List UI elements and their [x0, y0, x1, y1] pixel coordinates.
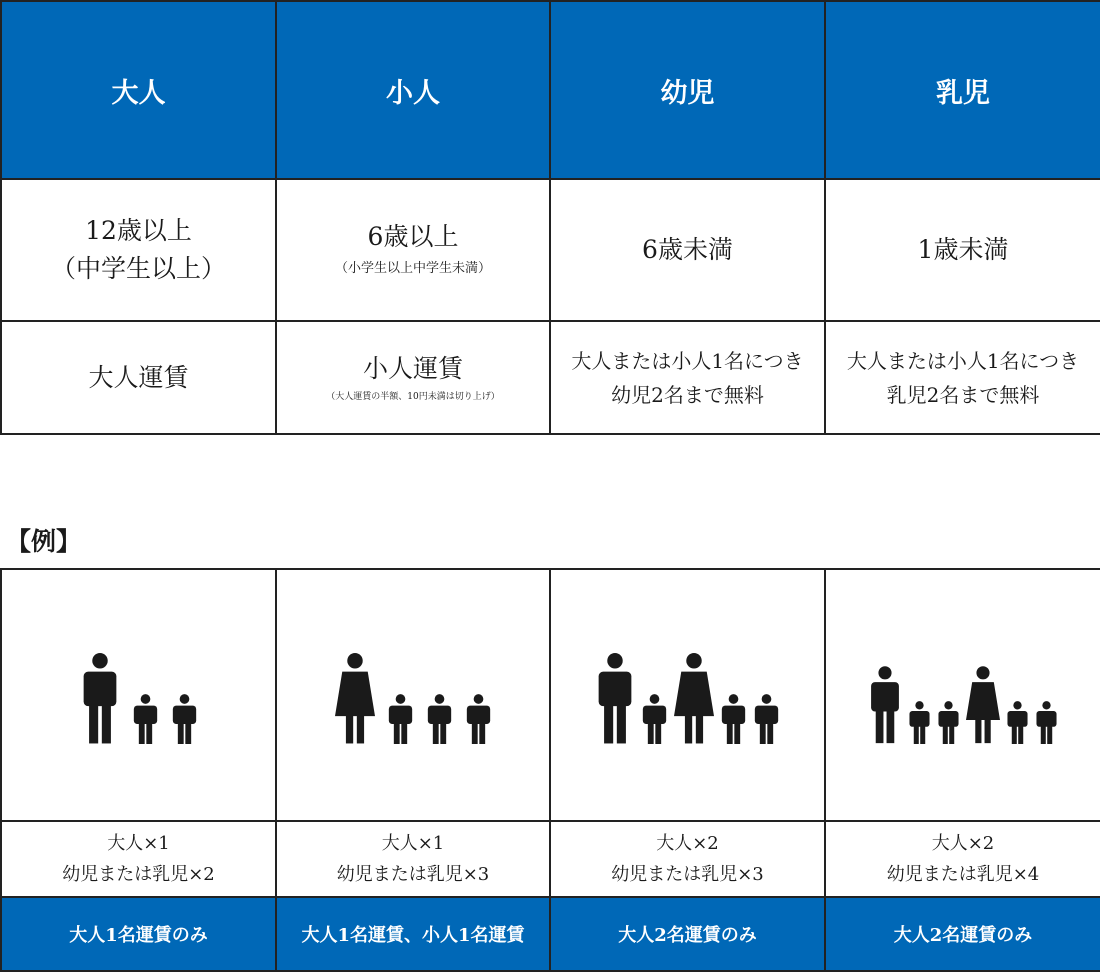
child-icon [387, 694, 414, 744]
example-counts-row [1, 821, 1100, 897]
fare-table [0, 0, 1100, 435]
example-result-row [1, 897, 1100, 971]
case-2-result: 大人1名運賃、小人1名運賃 [276, 897, 550, 971]
example-heading: 【例】 [6, 527, 82, 556]
fare-cell-child [276, 321, 550, 434]
header-adult: 大人 [1, 1, 276, 179]
fare-child: 小人運賃 [362, 353, 463, 383]
age-cell-infant [825, 179, 1100, 321]
case-1-adult-count: 大人×1 [107, 833, 170, 854]
case-1-child-count: 幼児または乳児×2 [62, 864, 215, 885]
age-adult: 12歳以上 [85, 216, 192, 245]
example-case-4-figures [825, 569, 1100, 821]
fare-infant-line1: 大人または小人1名につき [846, 348, 1080, 373]
child-icon [641, 694, 668, 744]
case-3-adult-count: 大人×2 [656, 833, 719, 854]
case-1-result: 大人1名運賃のみ [1, 897, 276, 971]
example-case-3-counts [550, 821, 825, 897]
child-icon [720, 694, 747, 744]
case-3-child-count: 幼児または乳児×3 [611, 864, 764, 885]
header-preschooler: 幼児 [550, 1, 825, 179]
age-row [1, 179, 1100, 321]
example-case-2-counts [276, 821, 550, 897]
case-4-adult-count: 大人×2 [931, 833, 995, 854]
woman-icon [674, 652, 714, 744]
fare-cell-adult [1, 321, 276, 434]
fare-row [1, 321, 1100, 434]
case-3-result: 大人2名運賃のみ [550, 897, 825, 971]
fare-child-note: （大人運賃の半額、10円未満は切り上げ） [326, 391, 500, 402]
example-case-4-counts [825, 821, 1100, 897]
example-case-1-counts [1, 821, 276, 897]
figure-group [277, 634, 549, 744]
age-cell-child [276, 179, 550, 321]
child-icon [132, 694, 159, 744]
man-icon [80, 652, 120, 744]
child-icon [908, 701, 931, 744]
age-infant: 1歳未満 [917, 235, 1009, 264]
header-infant: 乳児 [825, 1, 1100, 179]
fare-infant-line2: 乳児2名まで無料 [886, 382, 1040, 407]
child-icon [426, 694, 453, 744]
fare-cell-infant [825, 321, 1100, 434]
child-icon [753, 694, 780, 744]
child-icon [1035, 701, 1058, 744]
age-preschooler: 6歳未満 [642, 235, 733, 264]
case-4-result: 大人2名運賃のみ [825, 897, 1100, 971]
age-child: 6歳以上 [367, 222, 459, 251]
example-icons-row [1, 569, 1100, 821]
age-cell-preschooler [550, 179, 825, 321]
case-2-adult-count: 大人×1 [381, 833, 445, 854]
example-case-3-figures [550, 569, 825, 821]
woman-icon [335, 652, 375, 744]
example-table [0, 568, 1100, 972]
example-case-1-figures [1, 569, 276, 821]
fare-preschooler-line2: 幼児2名まで無料 [611, 382, 764, 407]
example-case-2-figures [276, 569, 550, 821]
fare-cell-preschooler [550, 321, 825, 434]
fare-header-row [1, 1, 1100, 179]
woman-icon [966, 665, 1000, 744]
fare-adult: 大人運賃 [88, 362, 189, 392]
child-icon [937, 701, 960, 744]
figure-group [826, 634, 1100, 744]
man-icon [595, 652, 635, 744]
age-adult-sub: （中学生以上） [50, 254, 226, 283]
child-icon [465, 694, 492, 744]
figure-group [2, 634, 275, 744]
header-child: 小人 [276, 1, 550, 179]
man-icon [868, 665, 902, 744]
fare-preschooler-line1: 大人または小人1名につき [571, 348, 804, 373]
age-cell-adult [1, 179, 276, 321]
age-child-sub: （小学生以上中学生未満） [334, 261, 491, 276]
child-icon [1006, 701, 1029, 744]
case-2-child-count: 幼児または乳児×3 [336, 864, 490, 885]
child-icon [171, 694, 198, 744]
figure-group [551, 634, 824, 744]
case-4-child-count: 幼児または乳児×4 [886, 864, 1040, 885]
